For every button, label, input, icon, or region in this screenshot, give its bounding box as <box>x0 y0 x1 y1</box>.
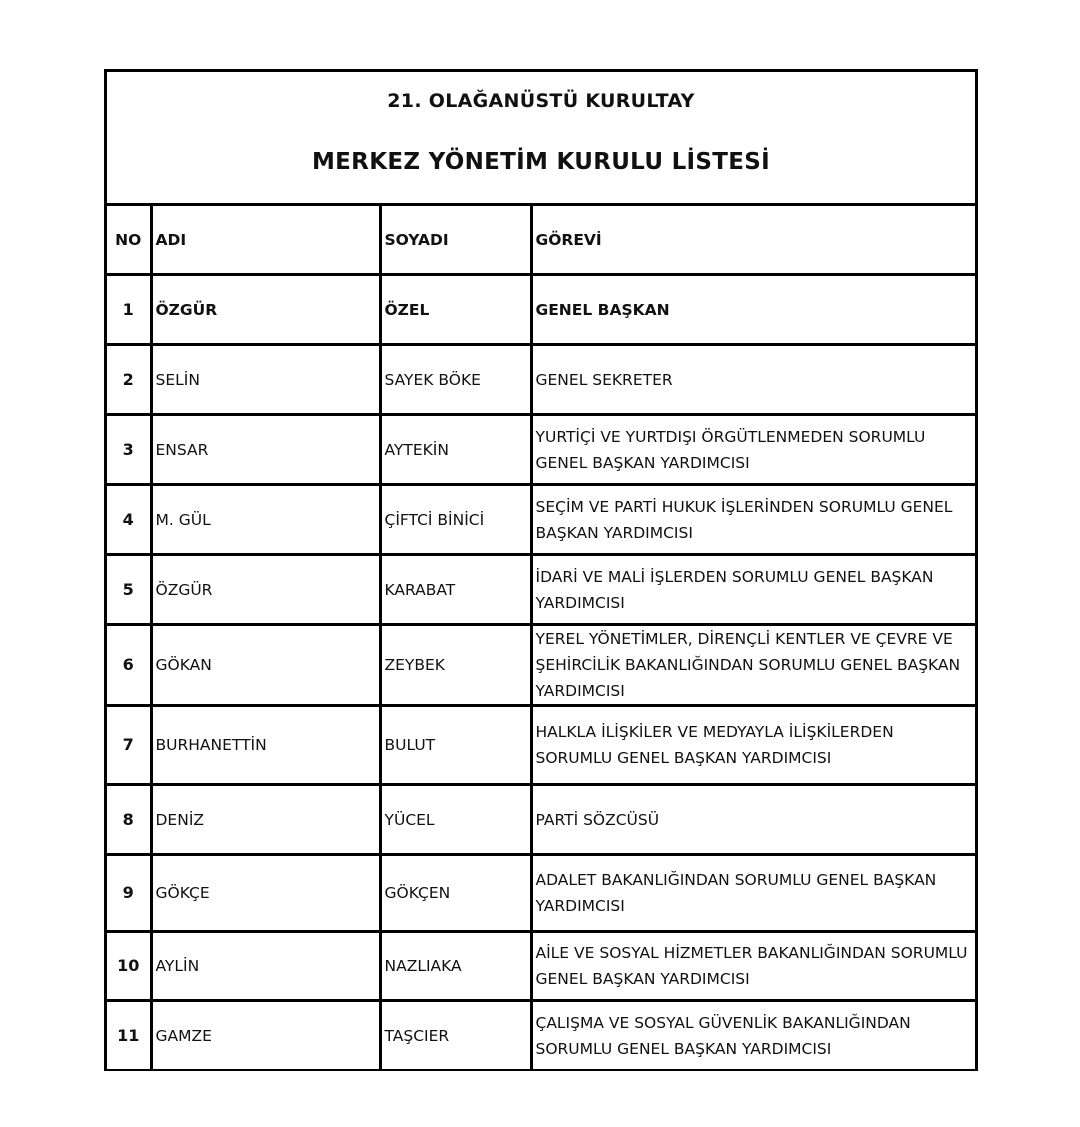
cell-soyadi: KARABAT <box>380 555 531 625</box>
cell-no: 6 <box>107 625 151 706</box>
table-row <box>107 706 975 785</box>
cell-adi: BURHANETTİN <box>151 706 380 785</box>
cell-soyadi: BULUT <box>380 706 531 785</box>
table-header-row <box>107 206 975 275</box>
cell-no: 11 <box>107 1001 151 1071</box>
title-block <box>107 72 975 206</box>
cell-adi: GAMZE <box>151 1001 380 1071</box>
cell-adi: ÖZGÜR <box>151 555 380 625</box>
document-subtitle: MERKEZ YÖNETİM KURULU LİSTESİ <box>311 149 771 175</box>
header-gorevi: GÖREVİ <box>531 206 975 275</box>
table-row <box>107 485 975 555</box>
cell-soyadi: ZEYBEK <box>380 625 531 706</box>
cell-soyadi: YÜCEL <box>380 785 531 855</box>
cell-no: 10 <box>107 932 151 1001</box>
table-row <box>107 625 975 706</box>
cell-gorevi: GENEL SEKRETER <box>531 345 975 415</box>
cell-adi: AYLİN <box>151 932 380 1001</box>
cell-no: 3 <box>107 415 151 485</box>
table-row <box>107 555 975 625</box>
cell-gorevi: İDARİ VE MALİ İŞLERDEN SORUMLU GENEL BAŞKAN YARDIMCISI <box>531 555 975 625</box>
document-title: 21. OLAĞANÜSTÜ KURULTAY <box>387 90 695 112</box>
cell-gorevi: GENEL BAŞKAN <box>531 275 975 345</box>
table-row <box>107 785 975 855</box>
member-table <box>107 206 975 1071</box>
cell-adi: SELİN <box>151 345 380 415</box>
cell-soyadi: GÖKÇEN <box>380 855 531 932</box>
cell-gorevi: ÇALIŞMA VE SOSYAL GÜVENLİK BAKANLIĞINDAN SORUMLU GENEL BAŞKAN YARDIMCISI <box>531 1001 975 1071</box>
table-row <box>107 855 975 932</box>
cell-gorevi: ADALET BAKANLIĞINDAN SORUMLU GENEL BAŞKAN YARDIMCISI <box>531 855 975 932</box>
cell-adi: DENİZ <box>151 785 380 855</box>
cell-no: 8 <box>107 785 151 855</box>
cell-gorevi: YURTİÇİ VE YURTDIŞI ÖRGÜTLENMEDEN SORUMLU GENEL BAŞKAN YARDIMCISI <box>531 415 975 485</box>
cell-no: 4 <box>107 485 151 555</box>
cell-adi: GÖKAN <box>151 625 380 706</box>
cell-no: 5 <box>107 555 151 625</box>
cell-soyadi: NAZLIAKA <box>380 932 531 1001</box>
cell-gorevi: HALKLA İLİŞKİLER VE MEDYAYLA İLİŞKİLERDEN SORUMLU GENEL BAŞKAN YARDIMCISI <box>531 706 975 785</box>
table-row <box>107 1001 975 1071</box>
cell-no: 1 <box>107 275 151 345</box>
cell-gorevi: YEREL YÖNETİMLER, DİRENÇLİ KENTLER VE ÇEVRE VE ŞEHİRCİLİK BAKANLIĞINDAN SORUMLU GENEL BAŞKAN YARDIMCISI <box>531 625 975 706</box>
document-page <box>104 69 978 1071</box>
table-row <box>107 415 975 485</box>
cell-no: 7 <box>107 706 151 785</box>
table-row <box>107 275 975 345</box>
cell-soyadi: ÖZEL <box>380 275 531 345</box>
cell-no: 9 <box>107 855 151 932</box>
cell-soyadi: ÇİFTCİ BİNİCİ <box>380 485 531 555</box>
table-row <box>107 932 975 1001</box>
cell-gorevi: SEÇİM VE PARTİ HUKUK İŞLERİNDEN SORUMLU GENEL BAŞKAN YARDIMCISI <box>531 485 975 555</box>
cell-adi: M. GÜL <box>151 485 380 555</box>
cell-soyadi: TAŞCIER <box>380 1001 531 1071</box>
header-soyadi: SOYADI <box>380 206 531 275</box>
table-row <box>107 345 975 415</box>
header-adi: ADI <box>151 206 380 275</box>
cell-gorevi: AİLE VE SOSYAL HİZMETLER BAKANLIĞINDAN SORUMLU GENEL BAŞKAN YARDIMCISI <box>531 932 975 1001</box>
cell-soyadi: SAYEK BÖKE <box>380 345 531 415</box>
header-no: NO <box>107 206 151 275</box>
cell-gorevi: PARTİ SÖZCÜSÜ <box>531 785 975 855</box>
cell-adi: ÖZGÜR <box>151 275 380 345</box>
cell-soyadi: AYTEKİN <box>380 415 531 485</box>
cell-no: 2 <box>107 345 151 415</box>
cell-adi: ENSAR <box>151 415 380 485</box>
cell-adi: GÖKÇE <box>151 855 380 932</box>
